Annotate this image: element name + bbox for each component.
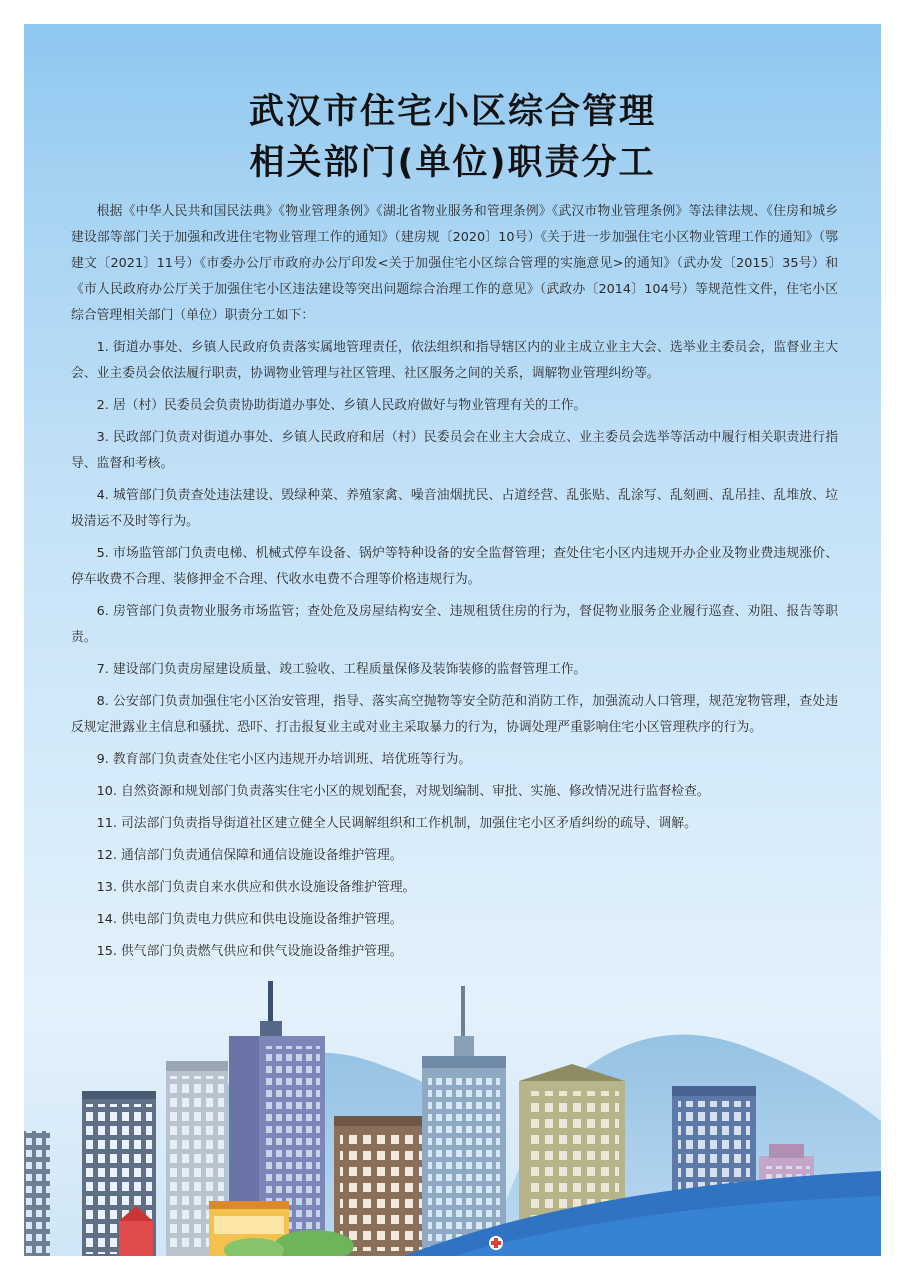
duty-item-2: 2. 居（村）民委员会负责协助街道办事处、乡镇人民政府做好与物业管理有关的工作。 <box>96 398 587 413</box>
cityscape-illustration <box>24 956 881 1256</box>
duty-item-15: 15. 供气部门负责燃气供应和供气设施设备维护管理。 <box>96 944 403 959</box>
duty-item-8: 8. 公安部门负责加强住宅小区治安管理，指导、落实高空抛物等安全防范和消防工作，加强流动人口管理，规范宠物管理，查处违反规定泄露业主信息和骚扰、恐吓、打击报复业主或对业主采取暴力的行为，协调处理严重影响住宅小区管理秩序的行为。 <box>71 694 838 735</box>
duty-item-9: 9. 教育部门负责查处住宅小区内违规开办培训班、培优班等行为。 <box>96 752 472 767</box>
duty-item-5: 5. 市场监管部门负责电梯、机械式停车设备、锅炉等特种设备的安全监督管理；查处住宅小区内违规开办企业及物业费违规涨价、停车收费不合理、装修押金不合理、代收水电费不合理等价格违规行为。 <box>71 546 838 587</box>
duty-item-13: 13. 供水部门负责自来水供应和供水设施设备维护管理。 <box>96 880 416 895</box>
duty-item-6: 6. 房管部门负责物业服务市场监管；查处危及房屋结构安全、违规租赁住房的行为，督促物业服务企业履行巡查、劝阻、报告等职责。 <box>71 604 838 645</box>
duty-item-1: 1. 街道办事处、乡镇人民政府负责落实属地管理责任，依法组织和指导辖区内的业主成立业主大会、选举业主委员会，监督业主大会、业主委员会依法履行职责，协调物业管理与社区管理、社区服务之间的关系，调解物业管理纠纷等。 <box>71 340 838 381</box>
duty-item-14: 14. 供电部门负责电力供应和供电设施设备维护管理。 <box>96 912 403 927</box>
duty-item-11: 11. 司法部门负责指导街道社区建立健全人民调解组织和工作机制，加强住宅小区矛盾纠纷的疏导、调解。 <box>96 816 697 831</box>
duty-item-3: 3. 民政部门负责对街道办事处、乡镇人民政府和居（村）民委员会在业主大会成立、业主委员会选举等活动中履行相关职责进行指导、监督和考核。 <box>71 430 838 471</box>
poster <box>24 24 881 1256</box>
duty-item-12: 12. 通信部门负责通信保障和通信设施设备维护管理。 <box>96 848 403 863</box>
duty-item-4: 4. 城管部门负责查处违法建设、毁绿种菜、养殖家禽、噪音油烟扰民、占道经营、乱张贴、乱涂写、乱刻画、乱吊挂、乱堆放、垃圾清运不及时等行为。 <box>71 488 838 529</box>
title-line-1: 武汉市住宅小区综合管理 <box>248 92 656 132</box>
intro-paragraph: 根据《中华人民共和国民法典》《物业管理条例》《湖北省物业服务和管理条例》《武汉市物业管理条例》等法律法规、《住房和城乡建设部等部门关于加强和改进住宅物业管理工作的通知》（建房规〔2020〕10号）《关于进一步加强住宅小区物业管理工作的通知》（鄂建文〔2021〕11号）《市委办公厅市政府办公厅印发<关于加强住宅小区综合管理的实施意见>的通知》（武办发〔2015〕35号）和《市人民政府办公厅关于加强住宅小区违法建设等突出问题综合治理工作的意见》（武政办〔2014〕104号）等规范性文件，住宅小区综合管理相关部门（单位）职责分工如下： <box>71 204 838 323</box>
title-line-2: 相关部门(单位)职责分工 <box>249 143 656 183</box>
duty-item-7: 7. 建设部门负责房屋建设质量、竣工验收、工程质量保修及装饰装修的监督管理工作。 <box>96 662 587 677</box>
duty-item-10: 10. 自然资源和规划部门负责落实住宅小区的规划配套，对规划编制、审批、实施、修改情况进行监督检查。 <box>96 784 710 799</box>
document-body <box>71 199 838 971</box>
